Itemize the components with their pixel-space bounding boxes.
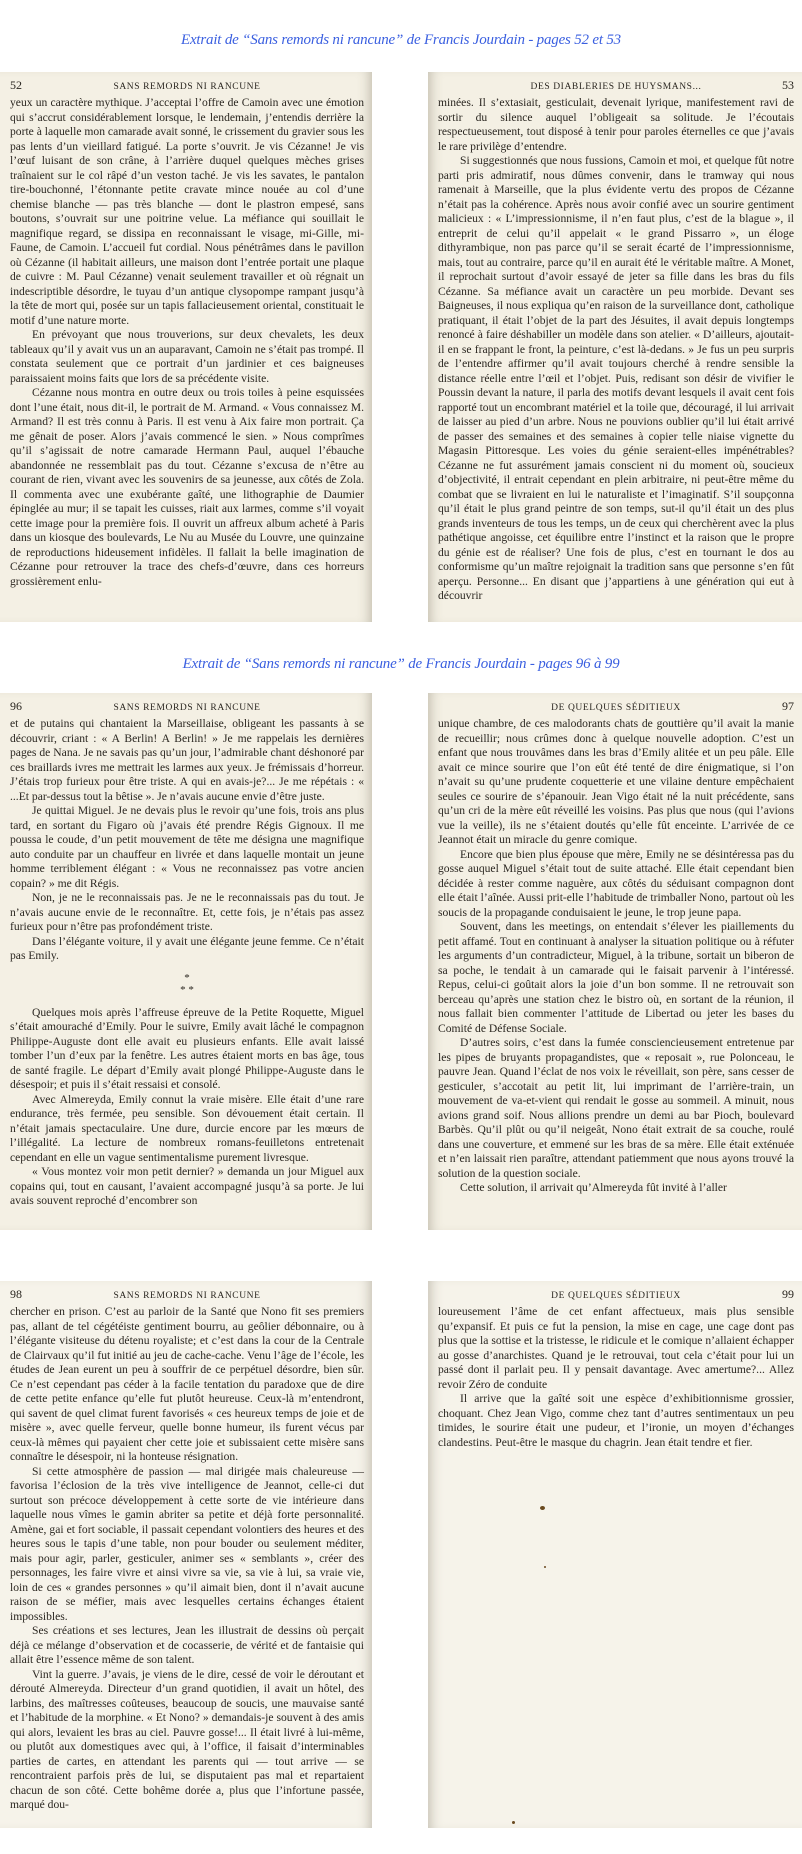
paragraph: Cézanne nous montra en outre deux ou trois toiles à peine esquissées dont l’une était, nous dit-il, le portrait de M. Armand. « Vous connaissez M. Armand? Il est très connu à Paris. Il est venu à Aix faire mon portrait. Ça me gênait de poser. Alors j’avais commencé le sien. » Nous comprîmes qu’il s’agissait de notre camarade Hermann Paul, auquel l’ébauche abandonnée ne ressemblait pas du tout. Cézanne s’excusa de n’être au courant de rien, vivant avec les souvenirs de sa jeunesse, aux côtés de Zola. Il commenta avec une exubérante gaîté, une lithographie de Daumier épinglée au mur; il se tapait les cuisses, riait aux larmes, comme s’il voyait cette image pour la première fois. Il ouvrit un affreux album acheté à Paris dans un kiosque des boulevards, Le Nu au Musée du Louvre, une quinzaine de reproductions hideusement infidèles. Il fallait la belle imagination de Cézanne pour retrouver la trace des chefs-d’œuvre, dans ces horreurs grossièrement enlu- bbox=[10, 386, 364, 588]
excerpt-caption-pages-52-53: Extrait de “Sans remords ni rancune” de Francis Jourdain - pages 52 et 53 bbox=[181, 32, 621, 48]
page-text bbox=[10, 96, 364, 589]
paragraph: Non, je ne le reconnaissais pas. Je ne le reconnaissais pas du tout. Je n’avais aucune envie de le reconnaître. Et, cette fois, je n’étais pas assez furieux pour n’être pas profondément triste. bbox=[10, 891, 364, 933]
section-separator-asterism: * * * bbox=[180, 971, 194, 996]
page-text bbox=[438, 717, 794, 1196]
paragraph: Quelques mois après l’affreuse épreuve de la Petite Roquette, Miguel s’était amouraché d’Emily. Pour le suivre, Emily avait lâché le compagnon Philippe-Auguste dont elle avait eu plusieurs enfants. Elle avait laissé tomber l’un d’eux par la fenêtre. Les autres étaient morts en bas âge, tous de santé fragile. Le départ d’Emily avait plongé Philippe-Auguste dans le désespoir; et puis il s’était ressaisi et consolé. bbox=[10, 1005, 364, 1091]
paragraph: loureusement l’âme de cet enfant affectueux, mais plus sensible qu’expansif. Et puis ce fut la pension, la mise en cage, une cage dont pas plus que la sottise et la tristesse, le ridicule et le comique n’allaient échapper au gosse d’anarchistes. Quand je le retrouvai, tout cela c’était pour lui un passé dont il parlait peu. Il y pensait davantage. Avec amertume?... Allez revoir Zéro de conduite bbox=[438, 1305, 794, 1391]
paragraph: Souvent, dans les meetings, on entendait s’élever les piaillements du petit affamé. Tout en continuant à analyser la situation politique ou à réfuter les arguments d’un contradicteur, Miguel, à la tribune, sortait un biberon de sa poche, le tendait à un camarade qui le faisait parvenir à l’intéressé. Repus, celui-ci goûtait alors la joie d’un bon somme. Il ne retrouvait son berceau qu’après une station chez le bistro où, en sortant de la réunion, il nous fallait bien commenter l’attitude de Libertad ou jeter les bases du Comité de Défense Sociale. bbox=[438, 920, 794, 1035]
paragraph: chercher en prison. C’est au parloir de la Santé que Nono fit ses premiers pas, allant de tel cégétéiste gentiment bourru, au geôlier débonnaire, ou à l’élégante visiteuse du détenu royaliste; et c’est dans la cour de la Centrale de Clairvaux qu’il fut initié au jeu de cache-cache. Venu l’âge de l’école, les études de Jean eurent un peu à souffrir de ce perpétuel désordre, bien sûr. Ce n’est cependant pas céder à la facile tentation du paradoxe que de dire de cette petite enfance qu’elle fut plutôt heureuse. Ceux-là m’entendront, qui savent de quel climat furent favorisés « ces heureux temps de joie et de misère », avec quelle ferveur, quelle bonne humeur, ils furent vécus par ceux-là mêmes qui payaient cher cette joie et subissaient cette misère sans connaître le désespoir, ni la honteuse résignation. bbox=[10, 1305, 364, 1463]
paragraph: Ses créations et ses lectures, Jean les illustrait de dessins où perçait déjà ce mélange d’observation et de cocasserie, de vérité et de fantaisie qui allait être l’essence même de son talent. bbox=[10, 1624, 364, 1666]
book-page-53 bbox=[428, 72, 802, 622]
page-number: 99 bbox=[782, 1287, 794, 1301]
running-head bbox=[438, 78, 794, 93]
running-head-title: SANS REMORDS NI RANCUNE bbox=[113, 703, 261, 713]
paper-stain bbox=[512, 1821, 515, 1824]
running-head bbox=[10, 699, 364, 714]
book-page-97 bbox=[428, 693, 802, 1230]
paragraph: unique chambre, de ces malodorants chats de gouttière qu’il avait la manie de recueillir; nous crûmes donc à quelque nouvelle adoption. C’est un enfant que nous trouvâmes dans les bras d’Emily alitée et un peu pâle. Elle avait ce mince sourire que l’on eût été tenté de dire énigmatique, si l’on n’avait su qu’une prudente coquetterie et une vilaine denture empêchaient seules ce sourire de s’épanouir. Jean Vigo était né la nuit précédente, sans qu’un cri de la mère eût réveillé les voisins. Pas plus que nous (qui l’avions vue la veille), ils ne s’étaient doutés qu’elle fût enceinte. L’arrivée de ce Jeannot était un miracle du genre comique. bbox=[438, 717, 794, 846]
book-page-98 bbox=[0, 1281, 372, 1828]
running-head-title: DES DIABLERIES DE HUYSMANS... bbox=[530, 82, 702, 92]
excerpt-caption-pages-96-99: Extrait de “Sans remords ni rancune” de Francis Jourdain - pages 96 à 99 bbox=[182, 656, 620, 672]
page-text bbox=[438, 96, 794, 604]
paragraph: Je quittai Miguel. Je ne devais plus le revoir qu’une fois, trois ans plus tard, en sortant du Figaro où j’avais été prendre Régis Gignoux. Il me poussa le coude, d’un petit mouvement de tête me désigna une magnifique auto conduite par un chauffeur en livrée et dans laquelle montait un jeune homme terriblement élégant : « Vous ne reconnaissez pas votre ancien copain? » me dit Régis. bbox=[10, 804, 364, 890]
running-head bbox=[438, 699, 794, 714]
book-page-96 bbox=[0, 693, 372, 1230]
running-head bbox=[10, 1287, 364, 1302]
page-number: 53 bbox=[782, 78, 794, 92]
running-head-title: SANS REMORDS NI RANCUNE bbox=[113, 82, 261, 92]
paragraph: Il arrive que la gaîté soit une espèce d’exhibitionnisme grossier, choquant. Chez Jean Vigo, comme chez tant d’autres sentimentaux un peu timides, le sourire était une pudeur, et l’ironie, un moyen d’échanges clandestins. Peut-être le masque du chagrin. Jean était tendre et fier. bbox=[438, 1392, 794, 1449]
page-text bbox=[438, 1305, 794, 1450]
paragraph: D’autres soirs, c’est dans la fumée consciencieusement entretenue par les pipes de bruyants propagandistes, que « reposait », rue Polonceau, le pauvre Jean. Quand l’éclat de nos voix le réveillait, son père, sans cesser de gesticuler, s’accotait au petit lit, lui imprimant de l’arrière-train, un mouvement de va-et-vient qui rendait le gosse au sommeil. A minuit, nous avions grand soif. Nous allions prendre un demi au bar Pioch, boulevard Barbès. Qu’il plût ou qu’il neigeât, Nono était extrait de sa couche, roulé dans une couverture, et emmené sur les bras de sa mère. Elle était exténuée et n’en laissait rien paraître, attendant patiemment que nous ayons trouvé la solution de la question sociale. bbox=[438, 1036, 794, 1180]
running-head bbox=[10, 78, 364, 93]
paper-stain bbox=[540, 1506, 545, 1510]
paragraph: Si suggestionnés que nous fussions, Camoin et moi, et quelque fût notre parti pris admiratif, nous dûmes convenir, dans le tramway qui nous ramenait à Marseille, que la plus évidente vertu des propos de Cézanne n’était pas la cohérence. Après nous avoir confié avec un sourire gentiment malicieux : « L’impressionnisme, il n’en faut plus, c’est de la blague », il entreprit de celui qu’il appelait « le grand Pissarro », un éloge dithyrambique, non pas parce qu’il se serait écarté de l’impressionnisme, mais, tout au contraire, parce qu’il en aurait été le véritable maître. A Monet, il reprochait surtout d’avoir essayé de jeter sa fille dans les bras du fils Cézanne. Sa méfiance avait un caractère un peu morbide. Devant ses Baigneuses, il nous expliqua qu’en raison de la surveillance dont, catholique pratiquant, il était l’objet de la part des Jésuites, il avait depuis longtemps renoncé à faire déshabiller un modèle dans son atelier. « D’ailleurs, ajoutait-il en se frappant le front, la peinture, c’est là-dedans. » Je fus un peu surpris de l’entendre affirmer qu’il avait toujours cherché à rendre sensible la distance réelle entre l’œil et l’objet. Puis, redisant son désir de vivifier le Poussin devant la nature, il parla des motifs devant lesquels il avait cent fois rapporté tout un encombrant matériel et la toile que, découragé, il lui arrivait de laisser au pied d’un arbre. Nous ne pouvions oublier qu’il lui était arrivé de passer des semaines et des semaines à copier telle niaise vignette du Magasin Pittoresque. Les voies du génie seraient-elles impénétrables? Cézanne ne fut assurément jamais conscient ni du moment où, soucieux d’objectivité, il entrait cependant en plein arbitraire, ni peut-être même du combat que se livraient en lui le naturaliste et l’imaginatif. S’il soupçonna qu’il était le plus grand peintre de son temps, sut-il qu’il était un des plus grands inventeurs de tous les temps, un de ceux qui cherchèrent avec la plus pathétique angoisse, cet équilibre entre l’instinct et la raison que le propre du génie est de réaliser? Une fois de plus, c’est en tournant le dos au conformisme qu’un maître rejoignait la tradition sans que personne s’en fût aperçu. Personne... En disant que j’appartiens à une génération qui eut à découvrir bbox=[438, 154, 794, 602]
paragraph: Cette solution, il arrivait qu’Almereyda fût invité à l’aller bbox=[460, 1181, 727, 1194]
page-number: 97 bbox=[782, 699, 794, 713]
running-head bbox=[438, 1287, 794, 1302]
running-head-title: SANS REMORDS NI RANCUNE bbox=[113, 1291, 261, 1301]
page-text bbox=[10, 717, 364, 1209]
book-page-52 bbox=[0, 72, 372, 622]
running-head-title: DE QUELQUES SÉDITIEUX bbox=[551, 1291, 681, 1301]
paragraph: minées. Il s’extasiait, gesticulait, devenait lyrique, manifestement ravi de sortir du silence auquel l’obligeait sa solitude. Je l’écoutais respectueusement, tout disposé à tenir pour paroles éternelles ce que j’avais le rare privilège d’entendre. bbox=[438, 96, 794, 153]
paragraph: « Vous montez voir mon petit dernier? » demanda un jour Miguel aux copains qui, tout en causant, l’avaient accompagné jusqu’à sa porte. Je lui avais souvent reproché d’encombrer son bbox=[10, 1165, 364, 1207]
page-number: 98 bbox=[10, 1287, 22, 1301]
paragraph: yeux un caractère mythique. J’acceptai l’offre de Camoin avec une émotion qui s’accrut considérablement lorsque, le lendemain, j’entendis derrière la porte à laquelle mon camarade avait sonné, le crissement du gravier sous les pas lents d’un vieillard fatigué. La porte s’ouvrit. Je vis Cézanne! Je vis l’œuf luisant de son crâne, à l’arrière duquel quelques mèches grises traînaient sur le col râpé d’un veston taché. Je vis les savates, le pantalon tire-bouchonné, l’étonnante petite cravate mince nouée au col d’une chemise blanche — pas très blanche — dont le plastron empesé, sans boutons, s’ouvrait sur une poitrine velue. La méfiance qui souillait le magnifique regard, se dissipa en reconnaissant le visage, mi-Gille, mi-Faune, de Camoin. L’accueil fut cordial. Nous pénétrâmes dans le pavillon où Cézanne (il habitait ailleurs, une maison dont l’entrée portait une plaque de cuivre : M. Paul Cézanne) venait seulement travailler et où régnait un indescriptible désordre, le tuyau d’un antique clysopompe rampant jusqu’à la tête de mort qui, posée sur un tapis fallacieusement oriental, constituait le motif d’une nature morte. bbox=[10, 96, 364, 327]
paragraph: Si cette atmosphère de passion — mal dirigée mais chaleureuse — favorisa l’éclosion de la très vive intelligence de Jeannot, celle-ci dut surtout son précoce développement à cette sorte de vie intérieure dans laquelle nous vîmes le gamin abriter sa petite et déjà forte personnalité. Amène, gai et fort sociable, il passait cependant volontiers des heures et des heures sous le tapis d’une table, non pour bouder ou seulement méditer, mais pour agir, parler, gesticuler, animer ses « semblants », créer des personnages, les faire vivre et ainsi vivre sa vie, sa vie à lui, sa vraie vie, loin de ces « grandes personnes » qu’il aimait bien, dont il n’avait aucune raison de se méfier, mais avec lesquelles certains échanges étaient impossibles. bbox=[10, 1464, 364, 1623]
page-text bbox=[10, 1305, 364, 1813]
book-page-99 bbox=[428, 1281, 802, 1828]
running-head-title: DE QUELQUES SÉDITIEUX bbox=[551, 703, 681, 713]
paragraph: Avec Almereyda, Emily connut la vraie misère. Elle était d’une rare endurance, très fermée, peu sensible. Son dévouement était certain. Il n’était jamais spectaculaire. Une dure, durcie encore par les mœurs de l’illégalité. La lecture de nombreux romans-feuilletons entretenait cependant en elle un vague sentimentalisme purement livresque. bbox=[10, 1092, 364, 1164]
paragraph: Encore que bien plus épouse que mère, Emily ne se désintéressa pas du gosse auquel Miguel s’était tout de suite attaché. Elle était cependant bien décidée à rester comme naguère, aux côtés du séduisant compagnon dont elle était l’aînée. Aussi prit-elle l’habitude de trimballer Nono, partout où les soucis de la propagande conduisaient le jeune, le trop jeune papa. bbox=[438, 847, 794, 919]
paragraph: Dans l’élégante voiture, il y avait une élégante jeune femme. Ce n’était pas Emily. bbox=[10, 934, 364, 962]
page-number: 52 bbox=[10, 78, 22, 92]
paragraph: Vint la guerre. J’avais, je viens de le dire, cessé de voir le déroutant et dérouté Almereyda. Directeur d’un grand quotidien, il avait un hôtel, des larbins, des maîtresses coûteuses, beaucoup de soucis, une mauvaise santé et l’habitude de la morphine. « Et Nono? » demandais-je souvent à des amis qui alors, levaient les bras au ciel. Pauvre gosse!... Il était livré à lui-même, ou plutôt aux domestiques avec qui, à l’office, il faisait d’interminables parties de cartes, en attendant les parents qui — tout arrive — se rencontraient parfois près de lui, se disputaient pas mal et repartaient chacun de son côté. Cette bohême dorée a, plus que l’infortune passée, marqué dou- bbox=[10, 1667, 364, 1811]
paper-stain bbox=[544, 1566, 546, 1568]
page-number: 96 bbox=[10, 699, 22, 713]
paragraph: En prévoyant que nous trouverions, sur deux chevalets, les deux tableaux qu’il y avait vus un an auparavant, Camoin ne s’était pas trompé. Il constata seulement que ce portrait d’un jardinier et ces baigneuses paraissaient moins faits que lors de sa précédente visite. bbox=[10, 328, 364, 385]
paragraph: et de putains qui chantaient la Marseillaise, obligeant les passants à se découvrir, criant : « A Berlin! A Berlin! » Je me rappelais les dernières pages de Nana. Je ne savais pas qu’un jour, l’admirable chant déshonoré par ces braillards ivres me mettrait les larmes aux yeux. Je frémissais d’horreur. J’étais trop furieux pour être triste. A qui en avais-je?... Je me répétais : « ...Et par-dessus tout la bêtise ». Je n’avais aucune envie d’être juste. bbox=[10, 717, 364, 803]
